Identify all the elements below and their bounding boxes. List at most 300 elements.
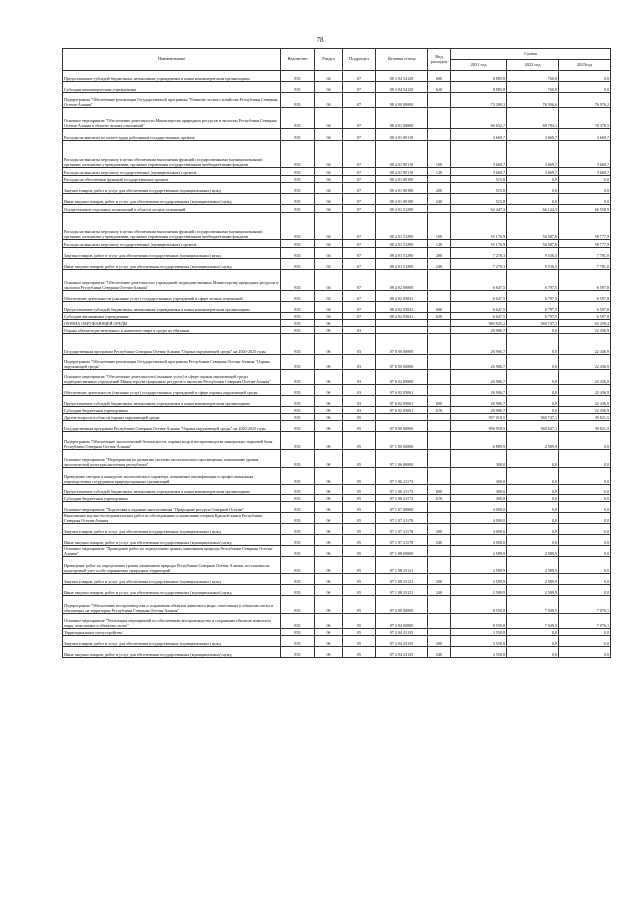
row-sum-2021: 7 270,3	[451, 248, 507, 259]
row-sum-2021: 55 176,9	[451, 213, 507, 240]
row-vedomstvo: 835	[281, 574, 315, 585]
row-vedomstvo: 835	[281, 194, 315, 205]
row-target-article: 07 2 04 00000	[376, 614, 428, 629]
table-row	[63, 546, 611, 557]
row-razdel: 06	[315, 327, 343, 334]
row-sum-2022: 56 587,8	[507, 213, 559, 240]
row-sum-2021: 8 885,8	[451, 71, 507, 82]
table-row	[63, 502, 611, 513]
row-expense-type	[428, 108, 451, 129]
row-sum-2021: 956 918,5	[451, 421, 507, 432]
page-number: 78	[316, 36, 324, 44]
row-sum-2022: 2 589,9	[507, 557, 559, 574]
row-vedomstvo: 835	[281, 129, 315, 141]
row-sum-2021: 73 280,3	[451, 93, 507, 108]
table-row	[63, 524, 611, 535]
row-name: Расходы на выплаты по оплате труда работников государственных органов	[63, 129, 281, 141]
row-sum-2023: 3 669,7	[559, 141, 611, 168]
table-row	[63, 432, 611, 450]
row-sum-2022: 760,8	[507, 71, 559, 82]
row-expense-type: 620	[428, 82, 451, 93]
table-row	[63, 585, 611, 596]
row-name: Расходы на выплаты персоналу государственных (муниципальных) органов	[63, 240, 281, 248]
row-sum-2023: 58 777,9	[559, 213, 611, 240]
row-sum-2022: 560 747,1	[507, 320, 559, 327]
row-name: Закупка товаров, работ и услуг для обеспечения государственных (муниципальных) нужд	[63, 636, 281, 647]
row-expense-type: 100	[428, 141, 451, 168]
row-sum-2023: 0,0	[559, 535, 611, 546]
row-razdel: 06	[315, 334, 343, 355]
row-sum-2023: 66 558,9	[559, 205, 611, 213]
row-vedomstvo: 835	[281, 647, 315, 658]
row-sum-2023: 22 436,9	[559, 396, 611, 407]
row-sum-2021: 3 669,7	[451, 129, 507, 141]
row-podrazdel: 07	[343, 82, 376, 93]
row-sum-2022: 0,0	[507, 636, 559, 647]
row-target-article: 07 2 04 23135	[376, 647, 428, 658]
row-expense-type	[428, 93, 451, 108]
row-sum-2023: 22 436,9	[559, 407, 611, 414]
row-expense-type	[428, 421, 451, 432]
row-sum-2021: 8 885,8	[451, 82, 507, 93]
header-name: Наименование	[63, 49, 281, 71]
row-razdel: 04	[315, 141, 343, 168]
row-target-article: 07 6 02 05061	[376, 407, 428, 414]
row-sum-2021: 26 906,7	[451, 327, 507, 334]
row-target-article: 08 4 02 00000	[376, 270, 428, 291]
row-razdel: 06	[315, 320, 343, 327]
row-vedomstvo: 835	[281, 168, 315, 176]
row-vedomstvo: 835	[281, 524, 315, 535]
row-target-article: 07 1 08 00000	[376, 546, 428, 557]
row-sum-2022: 9 536,5	[507, 248, 559, 259]
row-sum-2021: 4 000,0	[451, 524, 507, 535]
row-sum-2021: 26 906,7	[451, 385, 507, 396]
row-sum-2022: 2 589,9	[507, 574, 559, 585]
row-sum-2022: 0,0	[507, 502, 559, 513]
row-name: Предоставление субсидий бюджетным, автономным учреждениям и иным некоммерческим организациям	[63, 396, 281, 407]
table-row	[63, 385, 611, 396]
row-sum-2023: 0,0	[559, 557, 611, 574]
row-razdel: 04	[315, 82, 343, 93]
row-target-article: 08 4 01 51290	[376, 205, 428, 213]
row-target-article: 07 2 04 23135	[376, 636, 428, 647]
table-row	[63, 450, 611, 468]
header-year-2021: 2021 год	[451, 60, 507, 71]
row-sum-2021: 8 550,8	[451, 596, 507, 614]
row-sum-2023: 0,0	[559, 629, 611, 636]
row-sum-2022: 0,0	[507, 194, 559, 205]
row-target-article: 08 4 02 05041	[376, 291, 428, 302]
table-row	[63, 71, 611, 82]
row-sum-2022: 0,0	[507, 176, 559, 183]
row-target-article: 07 1 08 23121	[376, 574, 428, 585]
row-sum-2021: 26 906,7	[451, 355, 507, 370]
row-podrazdel: 05	[343, 450, 376, 468]
row-sum-2023: 22 436,9	[559, 334, 611, 355]
table-row	[63, 240, 611, 248]
row-target-article: 07 1 08 23121	[376, 557, 428, 574]
row-vedomstvo: 835	[281, 450, 315, 468]
row-podrazdel: 07	[343, 71, 376, 82]
row-sum-2023: 0,0	[559, 485, 611, 495]
row-sum-2022: 6 797,5	[507, 313, 559, 320]
row-vedomstvo: 835	[281, 183, 315, 194]
row-expense-type: 200	[428, 183, 451, 194]
row-sum-2021: 6 647,5	[451, 291, 507, 302]
row-podrazdel: 05	[343, 535, 376, 546]
row-podrazdel: 07	[343, 248, 376, 259]
row-target-article: 08 4 02 05041	[376, 313, 428, 320]
row-expense-type: 120	[428, 168, 451, 176]
row-sum-2023: 39 821,5	[559, 421, 611, 432]
row-sum-2021: 957 018,5	[451, 414, 507, 421]
row-expense-type	[428, 370, 451, 385]
row-razdel: 06	[315, 370, 343, 385]
row-podrazdel: 05	[343, 614, 376, 629]
row-sum-2021: 6 647,5	[451, 313, 507, 320]
table-row	[63, 355, 611, 370]
row-podrazdel: 07	[343, 141, 376, 168]
row-podrazdel: 05	[343, 585, 376, 596]
row-razdel: 04	[315, 168, 343, 176]
row-name: Осуществление отдельных полномочий в области лесных отношений	[63, 205, 281, 213]
row-target-article: 08 4 01 00190	[376, 183, 428, 194]
row-vedomstvo: 835	[281, 327, 315, 334]
row-name: Закупка товаров, работ и услуг для обеспечения государственных (муниципальных) нужд	[63, 574, 281, 585]
row-razdel: 04	[315, 291, 343, 302]
row-podrazdel	[343, 320, 376, 327]
table-row	[63, 407, 611, 414]
row-sum-2022: 69 794,1	[507, 108, 559, 129]
row-sum-2021: 983 925,2	[451, 320, 507, 327]
row-name: Расходы на выплаты персоналу государственных (муниципальных) органов	[63, 168, 281, 176]
table-row	[63, 213, 611, 240]
row-name: Субсидии автономным учреждениям	[63, 313, 281, 320]
row-target-article: 07 1 06 21173	[376, 485, 428, 495]
row-sum-2023: 7 076,1	[559, 596, 611, 614]
row-sum-2022: 0,0	[507, 468, 559, 485]
row-podrazdel: 05	[343, 546, 376, 557]
row-sum-2021: 6 647,5	[451, 302, 507, 313]
row-expense-type: 610	[428, 407, 451, 414]
row-target-article: 08 4 01 51290	[376, 240, 428, 248]
header-sum: Сумма	[451, 49, 611, 60]
row-name: Расходы на выплаты персоналу в целях обеспечения выполнения функций государственными (муниципальными) органами, казенными учреждениями, органами управления государственными внебюджетными фондами	[63, 213, 281, 240]
row-target-article: 08 4 01 00110	[376, 168, 428, 176]
row-sum-2023: 0,0	[559, 502, 611, 513]
row-razdel: 04	[315, 176, 343, 183]
row-razdel: 06	[315, 485, 343, 495]
row-sum-2023: 0,0	[559, 574, 611, 585]
table-row	[63, 320, 611, 327]
row-sum-2022: 3 669,7	[507, 141, 559, 168]
row-expense-type	[428, 502, 451, 513]
row-vedomstvo: 835	[281, 176, 315, 183]
row-sum-2021: 26 906,7	[451, 370, 507, 385]
row-sum-2021: 55 176,9	[451, 240, 507, 248]
row-podrazdel: 07	[343, 205, 376, 213]
row-name: Предоставление субсидий бюджетным, автономным учреждениям и иным некоммерческим организациям	[63, 485, 281, 495]
row-expense-type	[428, 614, 451, 629]
row-name: Иные закупки товаров, работ и услуг для обеспечения государственных (муниципальных) нужд	[63, 647, 281, 658]
table-row	[63, 302, 611, 313]
row-podrazdel: 07	[343, 176, 376, 183]
row-target-article	[376, 320, 428, 327]
row-sum-2023: 7 076,1	[559, 614, 611, 629]
row-podrazdel: 05	[343, 414, 376, 421]
row-podrazdel: 07	[343, 240, 376, 248]
row-expense-type	[428, 270, 451, 291]
row-sum-2023: 0,0	[559, 82, 611, 93]
row-name: Обеспечение деятельности (оказание услуг) государственных учреждений в сфере охраны окружающей среды	[63, 385, 281, 396]
row-razdel: 06	[315, 385, 343, 396]
row-sum-2022: 2 589,9	[507, 546, 559, 557]
row-vedomstvo: 835	[281, 502, 315, 513]
row-target-article: 07 2 04 23135	[376, 629, 428, 636]
row-sum-2023: 22 436,9	[559, 327, 611, 334]
row-name: Закупка товаров, работ и услуг для обеспечения государственных (муниципальных) нужд	[63, 248, 281, 259]
row-expense-type	[428, 334, 451, 355]
row-razdel: 04	[315, 248, 343, 259]
row-name: Подпрограмма "Обеспечение реализации Государственной программы Республики Северная Осетия-Алания "Охрана окружающей среды"	[63, 355, 281, 370]
row-vedomstvo: 835	[281, 421, 315, 432]
row-vedomstvo: 835	[281, 248, 315, 259]
row-podrazdel: 07	[343, 93, 376, 108]
row-razdel: 04	[315, 213, 343, 240]
row-name: Иные закупки товаров, работ и услуг для обеспечения государственных (муниципальных) нужд	[63, 535, 281, 546]
row-vedomstvo: 835	[281, 407, 315, 414]
row-sum-2022: 3 669,7	[507, 168, 559, 176]
row-vedomstvo: 835	[281, 396, 315, 407]
row-target-article: 08 4 01 51290	[376, 259, 428, 270]
row-razdel: 04	[315, 108, 343, 129]
row-target-article	[376, 414, 428, 421]
row-name: Расходы на обеспечение функций государственных органов	[63, 176, 281, 183]
row-sum-2022: 0,0	[507, 370, 559, 385]
table-row	[63, 327, 611, 334]
row-sum-2022: 76 506,6	[507, 93, 559, 108]
row-sum-2022: 7 049,5	[507, 614, 559, 629]
table-row	[63, 468, 611, 485]
row-podrazdel: 07	[343, 313, 376, 320]
row-podrazdel: 05	[343, 647, 376, 658]
row-target-article: 07 6 02 00000	[376, 370, 428, 385]
row-expense-type	[428, 327, 451, 334]
row-name: Субсидии бюджетным учреждениям	[63, 407, 281, 414]
row-razdel: 06	[315, 596, 343, 614]
row-vedomstvo: 835	[281, 513, 315, 524]
row-expense-type: 600	[428, 396, 451, 407]
row-name: Охрана объектов растительного и животного мира и среды их обитания	[63, 327, 281, 334]
row-podrazdel: 05	[343, 485, 376, 495]
row-razdel: 06	[315, 414, 343, 421]
row-sum-2022: 0,0	[507, 647, 559, 658]
row-vedomstvo: 835	[281, 334, 315, 355]
row-sum-2023: 0,0	[559, 647, 611, 658]
table-row	[63, 141, 611, 168]
row-expense-type: 240	[428, 647, 451, 658]
row-expense-type: 200	[428, 574, 451, 585]
row-razdel: 04	[315, 240, 343, 248]
row-name: Выполнение научно-исследовательских работ по обследованию и написанию очерков Красной книги Республики Северная Осетия-Алания	[63, 513, 281, 524]
row-sum-2023: 7 781,0	[559, 248, 611, 259]
row-vedomstvo: 835	[281, 313, 315, 320]
row-razdel: 06	[315, 636, 343, 647]
row-sum-2023: 22 436,9	[559, 385, 611, 396]
row-sum-2022: 0,0	[507, 535, 559, 546]
row-sum-2021: 7 270,3	[451, 259, 507, 270]
row-sum-2023: 39 821,5	[559, 414, 611, 421]
row-podrazdel: 05	[343, 629, 376, 636]
row-name: Расходы на выплаты персоналу в целях обеспечения выполнения функций государственными (муниципальными) органами, казенными учреждениями, органами управления государственными внебюджетными фондами	[63, 141, 281, 168]
row-vedomstvo: 835	[281, 302, 315, 313]
table-row	[63, 647, 611, 658]
row-razdel: 04	[315, 129, 343, 141]
row-podrazdel: 03	[343, 327, 376, 334]
row-sum-2022: 0,0	[507, 334, 559, 355]
row-expense-type: 600	[428, 485, 451, 495]
row-sum-2023: 70 378,5	[559, 108, 611, 129]
row-name: Основное мероприятие "Подготовка к изданию многотомника "Природные ресурсы Северной Осетии"	[63, 502, 281, 513]
table-row	[63, 334, 611, 355]
row-razdel: 06	[315, 629, 343, 636]
row-podrazdel: 07	[343, 183, 376, 194]
row-sum-2022: 0,0	[507, 450, 559, 468]
row-target-article: 08 4 01 00110	[376, 129, 428, 141]
budget-table	[62, 48, 611, 658]
row-expense-type	[428, 513, 451, 524]
row-name: Территориальное охотустройство	[63, 629, 281, 636]
row-sum-2022: 2 589,9	[507, 432, 559, 450]
row-target-article: 08 4 01 51290	[376, 248, 428, 259]
row-sum-2023: 0,0	[559, 450, 611, 468]
row-sum-2021: 6 889,9	[451, 432, 507, 450]
table-row	[63, 614, 611, 629]
row-vedomstvo: 835	[281, 240, 315, 248]
row-sum-2022: 7 049,5	[507, 596, 559, 614]
row-podrazdel: 05	[343, 574, 376, 585]
row-sum-2023: 6 597,8	[559, 291, 611, 302]
table-row	[63, 259, 611, 270]
row-sum-2023: 0,0	[559, 513, 611, 524]
row-podrazdel: 03	[343, 355, 376, 370]
row-target-article: 08 4 01 00190	[376, 176, 428, 183]
row-sum-2023: 6 597,8	[559, 302, 611, 313]
row-name: Основное мероприятие "Обеспечение деятельности Министерства природных ресурсов и экологии Республики Северная Осетия-Алания в области лесных отношений"	[63, 108, 281, 129]
row-podrazdel: 07	[343, 108, 376, 129]
row-name: Основное мероприятие "Проведение работ по определению границ памятников природы Республики Северная Осетия-Алания"	[63, 546, 281, 557]
row-podrazdel: 03	[343, 334, 376, 355]
row-razdel: 06	[315, 647, 343, 658]
row-name: Государственная программа Республики Северная Осетия-Алания "Охрана окружающей среды" на 2020-2025 годы	[63, 421, 281, 432]
row-target-article: 08 3 04 54120	[376, 82, 428, 93]
row-expense-type	[428, 468, 451, 485]
row-podrazdel: 03	[343, 370, 376, 385]
row-sum-2022: 6 797,5	[507, 270, 559, 291]
row-vedomstvo: 835	[281, 141, 315, 168]
row-target-article: 08 4 00 00000	[376, 93, 428, 108]
row-sum-2022: 66 124,3	[507, 205, 559, 213]
row-sum-2022: 560 747,1	[507, 414, 559, 421]
table-row	[63, 596, 611, 614]
row-sum-2021: 3 669,7	[451, 168, 507, 176]
row-name: Основное мероприятие "Реализация мероприятий по обеспечению воспроизводства и сохранения объектов животного мира, отнесенных к объектам охоты"	[63, 614, 281, 629]
row-sum-2022: 9 536,5	[507, 259, 559, 270]
row-expense-type: 240	[428, 194, 451, 205]
row-vedomstvo: 835	[281, 108, 315, 129]
row-podrazdel: 07	[343, 213, 376, 240]
row-sum-2021: 3 550,8	[451, 647, 507, 658]
row-target-article: 07 1 06 21173	[376, 468, 428, 485]
row-razdel: 06	[315, 468, 343, 485]
row-razdel: 06	[315, 546, 343, 557]
row-target-article: 07 2 00 00000	[376, 596, 428, 614]
row-razdel: 06	[315, 614, 343, 629]
row-expense-type: 610	[428, 495, 451, 502]
row-razdel: 04	[315, 259, 343, 270]
row-expense-type	[428, 385, 451, 396]
row-vedomstvo: 835	[281, 355, 315, 370]
row-target-article: 07 1 07 21178	[376, 535, 428, 546]
table-row	[63, 93, 611, 108]
row-name: Закупка товаров, работ и услуг для обеспечения государственных (муниципальных) нужд	[63, 524, 281, 535]
row-sum-2021: 515,8	[451, 194, 507, 205]
row-expense-type: 600	[428, 71, 451, 82]
row-name: Подпрограмма "Обеспечение реализации Государственной программы "Развитие лесного хозяйства Республики Северная Осетия-Алания"	[63, 93, 281, 108]
table-row	[63, 636, 611, 647]
row-vedomstvo: 835	[281, 270, 315, 291]
row-name: Проведение работ по определению границ памятников природы Республики Северная Осетия-Алания, постановка на кадастровый учет особо охраняемых природных территорий	[63, 557, 281, 574]
row-name: Основное мероприятие "Обеспечение деятельности учреждений, подведомственных Министерству природных ресурсов и экологии Республики Северная Осетия-Алания"	[63, 270, 281, 291]
row-sum-2022: 560 647,1	[507, 421, 559, 432]
table-row	[63, 485, 611, 495]
row-sum-2021: 66 632,7	[451, 108, 507, 129]
row-sum-2021: 4 000,0	[451, 513, 507, 524]
row-vedomstvo: 835	[281, 205, 315, 213]
row-sum-2022: 0,0	[507, 485, 559, 495]
row-sum-2021: 6 647,5	[451, 270, 507, 291]
header-year-2023: 2023год	[559, 60, 611, 71]
row-expense-type	[428, 432, 451, 450]
row-podrazdel: 05	[343, 636, 376, 647]
row-razdel: 06	[315, 502, 343, 513]
row-target-article: 08 4 02 05041	[376, 302, 428, 313]
row-vedomstvo: 835	[281, 432, 315, 450]
row-expense-type: 240	[428, 259, 451, 270]
row-expense-type: 200	[428, 524, 451, 535]
row-sum-2021: 26 906,7	[451, 396, 507, 407]
row-target-article: 07 6 02 05061	[376, 385, 428, 396]
row-razdel: 04	[315, 183, 343, 194]
row-vedomstvo: 835	[281, 320, 315, 327]
row-name: Иные закупки товаров, работ и услуг для обеспечения государственных (муниципальных) нужд	[63, 259, 281, 270]
header-podrazdel: Подраздел	[343, 49, 376, 71]
row-sum-2023: 6 597,8	[559, 313, 611, 320]
row-razdel: 04	[315, 313, 343, 320]
row-vedomstvo: 835	[281, 93, 315, 108]
row-target-article: 07 6 02 05061	[376, 396, 428, 407]
row-podrazdel: 05	[343, 421, 376, 432]
row-name: Предоставление субсидий бюджетным, автономным учреждениям и иным некоммерческим организациям	[63, 71, 281, 82]
row-name: Основное мероприятие "Обеспечение деятельности (оказание услуг) в сфере охраны окружающей среды подведомственных учреждений Министерства природных ресурсов и экологии Республики Северная Осетия-Алания"	[63, 370, 281, 385]
header-razdel: Раздел	[315, 49, 343, 71]
row-name: Субсидии бюджетным учреждениям	[63, 495, 281, 502]
row-expense-type	[428, 291, 451, 302]
row-name: Субсидии некоммерческим учреждениям	[63, 82, 281, 93]
row-name: Проведение смотров и конкурсов экологического характера, повышение квалификации и профессиональная переподготовка сотрудников природоохранных организаций	[63, 468, 281, 485]
row-sum-2021: 26 906,7	[451, 407, 507, 414]
